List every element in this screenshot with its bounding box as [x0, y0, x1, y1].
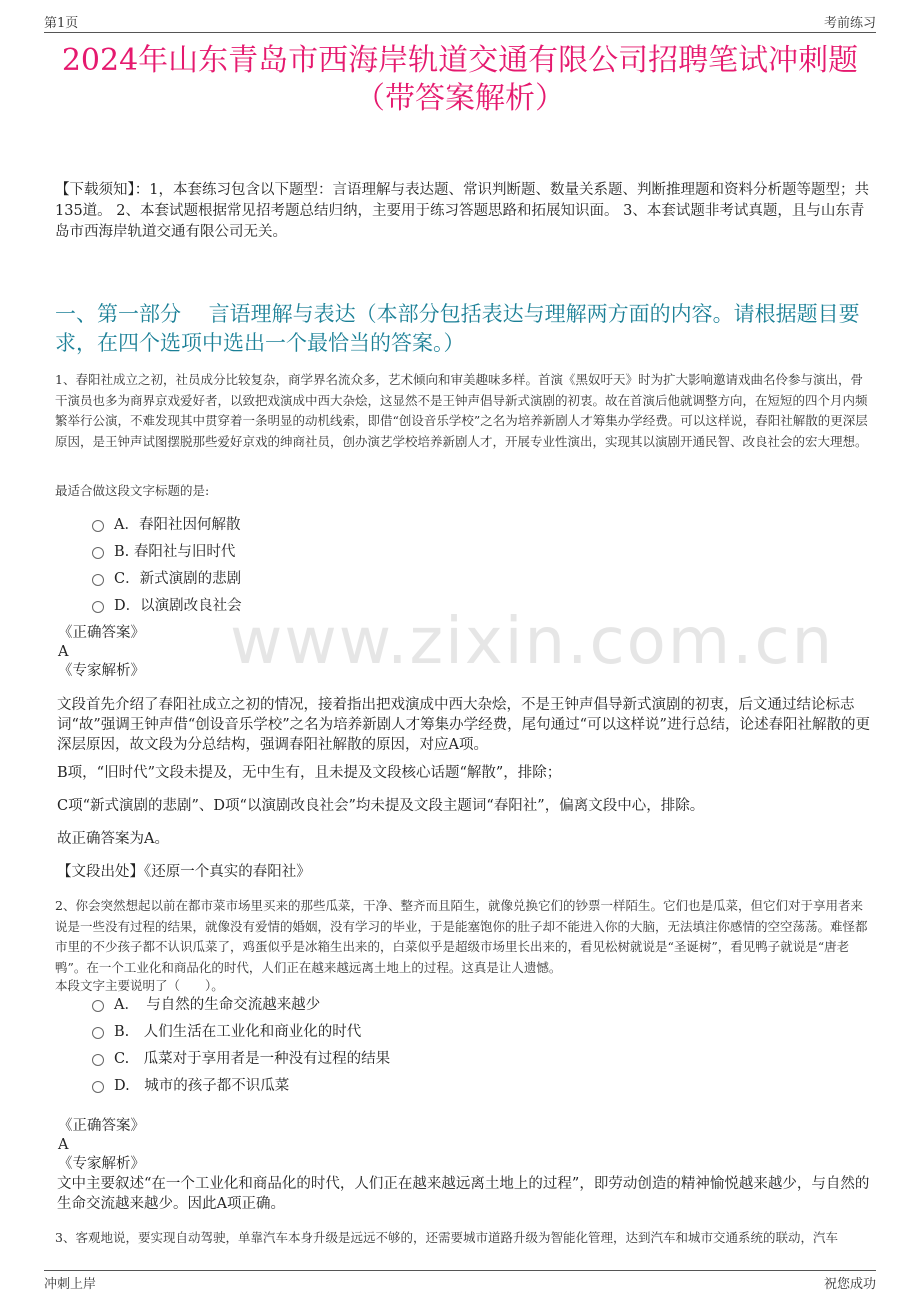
title-line-2: （带答案解析） [355, 81, 565, 116]
option-b[interactable]: B. 春阳社与旧时代 [92, 537, 242, 564]
watermark: www.zixin.com.cn [230, 605, 835, 679]
answer-value: A [58, 644, 69, 660]
question-2-ask: 本段文字主要说明了（ ）。 [55, 978, 224, 993]
radio-icon[interactable] [92, 520, 104, 532]
radio-icon[interactable] [92, 1000, 104, 1012]
question-1-stem: 1、春阳社成立之初，社员成分比较复杂，商学界名流众多，艺术倾向和审美趣味多样。首演《黑奴吁天》时为扩大影响邀请戏曲名伶参与演出，骨干演员也多为商界京戏爱好者，以致把戏演成中西大杂烩，这显然不是王钟声倡导新式演剧的初衷。故在首演后他就调整方向，在短短的四个月内频繁举行公演，不难发现其中贯穿着一条明显的动机线索，即借“创设音乐学校”之名为培养新剧人才筹集办学经费。可以这样说，春阳社解散的更深层原因，是王钟声试图摆脱那些爱好京戏的绅商社员，创办演艺学校培养新剧人才，开展专业性演出，实现其以演剧开通民智、改良社会的宏大理想。 [55, 372, 868, 449]
footer-left: 冲刺上岸 [44, 1277, 97, 1292]
header-tag: 考前练习 [823, 16, 876, 31]
option-c[interactable]: C．新式演剧的悲剧 [92, 564, 242, 591]
analysis-b: B项，“旧时代”文段未提及，无中生有，且未提及文段核心话题“解散”，排除； [57, 765, 562, 781]
question-2-stem: 2、你会突然想起以前在都市菜市场里买来的那些瓜菜，干净、整齐而且陌生，就像兑换它们的钞票一样陌生。它们也是瓜菜，但它们对于享用者来说是一些没有过程的结果，就像没有爱情的婚姻，没有学习的毕业，于是能塞饱你的肚子却不能进入你的大脑，无法填注你感情的空空荡荡。难怪都市里的不少孩子都不认识瓜菜了，鸡蛋似乎是冰箱生出来的，白菜似乎是超级市场里长出来的，看见松树就说是“圣诞树”，看见鸭子就说是“唐老鸭”。在一个工业化和商品化的时代，人们正在越来越远离土地上的过程。这真是让人遗憾。 [55, 898, 868, 975]
question-1-ask: 最适合做这段文字标题的是: [55, 483, 210, 498]
footer-right: 祝您成功 [823, 1277, 876, 1292]
radio-icon[interactable] [92, 547, 104, 559]
analysis-cd: C项“新式演剧的悲剧”、D项“以演剧改良社会”均未提及文段主题词“春阳社”，偏离文段中心，排除。 [57, 798, 705, 814]
page-number: 第1页 [44, 16, 79, 31]
option-a[interactable]: A． 与自然的生命交流越来越少 [92, 990, 390, 1017]
title-line-1: 2024年山东青岛市西海岸轨道交通有限公司招聘笔试冲刺题 [61, 43, 859, 78]
document-title [40, 42, 880, 118]
question-1-options [92, 510, 242, 618]
passage-source: 【文段出处】《还原一个真实的春阳社》 [57, 864, 311, 880]
page-footer [44, 1270, 876, 1293]
question-2-answer: 《正确答案》 A 《专家解析》 [58, 1118, 145, 1172]
question-2-options [92, 990, 390, 1098]
option-d[interactable]: D．以演剧改良社会 [92, 591, 242, 618]
option-d[interactable]: D. 城市的孩子都不识瓜菜 [92, 1071, 390, 1098]
radio-icon[interactable] [92, 1054, 104, 1066]
question-1-answer: 《正确答案》 A 《专家解析》 [58, 625, 145, 679]
answer-value: A [58, 1137, 69, 1153]
radio-icon[interactable] [92, 1081, 104, 1093]
option-a[interactable]: A．春阳社因何解散 [92, 510, 242, 537]
download-notice: 【下载须知】：1，本套练习包含以下题型：言语理解与表达题、常识判断题、数量关系题、判断推理题和资料分析题等题型；共135道。 2、本套试题根据常见招考题总结归纳，主要用于练习答题思路和拓展知识面。 3、本套试题非考试真题，且与山东青岛市西海岸轨道交通有限公司无关。 [55, 182, 869, 240]
option-b[interactable]: B. 人们生活在工业化和商业化的时代 [92, 1017, 390, 1044]
question-2-analysis: 文中主要叙述“在一个工业化和商品化的时代，人们正在越来越远离土地上的过程”，即劳动创造的精神愉悦越来越少，与自然的生命交流越来越少。因此A项正确。 [57, 1176, 870, 1212]
question-3-stem: 3、客观地说，要实现自动驾驶，单靠汽车本身升级是远远不够的，还需要城市道路升级为智能化管理，达到汽车和城市交通系统的联动，汽车 [55, 1230, 838, 1245]
radio-icon[interactable] [92, 1027, 104, 1039]
radio-icon[interactable] [92, 574, 104, 586]
section-heading: 一、第一部分 言语理解与表达（本部分包括表达与理解两方面的内容。请根据题目要求，在四个选项中选出一个最恰当的答案。） [55, 302, 860, 355]
radio-icon[interactable] [92, 601, 104, 613]
page-header [44, 12, 876, 33]
question-1-analysis: 文段首先介绍了春阳社成立之初的情况，接着指出把戏演成中西大杂烩，不是王钟声倡导新式演剧的初衷，后文通过结论标志词“故”强调王钟声借“创设音乐学校”之名为培养新剧人才筹集办学经费，尾句通过“可以这样说”进行总结，论述春阳社解散的更深层原因，故文段为分总结构，强调春阳社解散的原因，对应A项。 [57, 697, 870, 753]
analysis-conclusion: 故正确答案为A。 [57, 831, 169, 847]
option-c[interactable]: C. 瓜菜对于享用者是一种没有过程的结果 [92, 1044, 390, 1071]
